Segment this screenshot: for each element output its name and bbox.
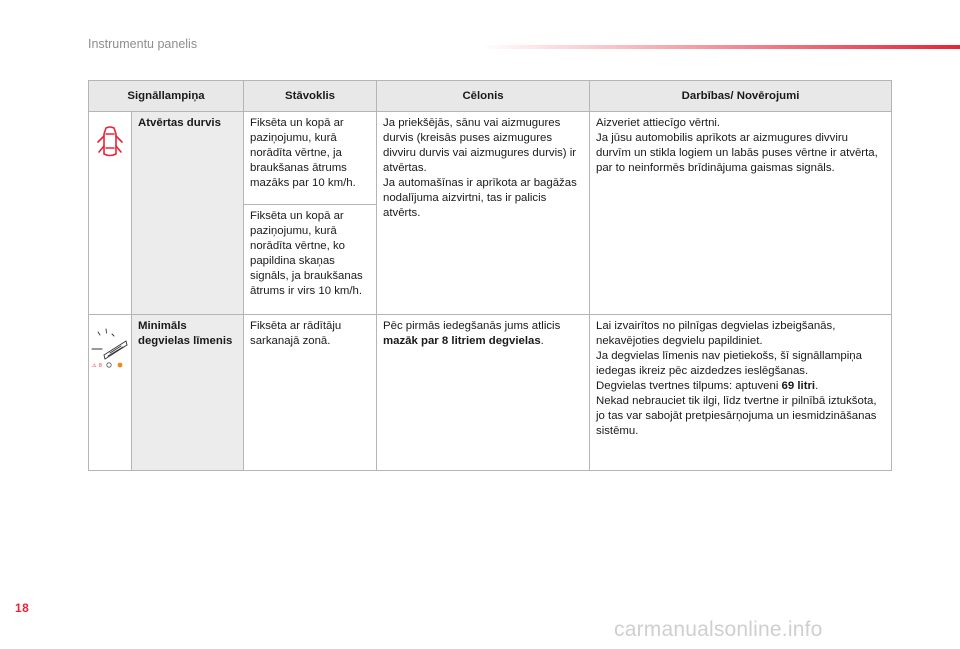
icon-cell xyxy=(89,112,132,315)
cause-text-plain: Pēc pirmās iedegšanās jums atlicis xyxy=(383,320,561,332)
table-row xyxy=(89,315,892,471)
header-rule xyxy=(480,45,960,49)
state-cell xyxy=(244,205,377,315)
state-cell xyxy=(244,112,377,205)
action-text-plain-2: . Nekad nebrauciet tik ilgi, līdz tvertne ir pilnībā iztukšota, jo tas var sabojāt pretpiesārņojuma un iesmidzināšanas sistēmu. xyxy=(596,380,877,437)
cause-text xyxy=(377,315,589,355)
action-text: Aizveriet attiecīgo vērtni. Ja jūsu automobilis aprīkots ar aizmugures divviru durvīm un stikla logiem un labās puses vērtne ir atvērta, par to neinformēs brīdinājuma gaismas signāls. xyxy=(596,117,878,174)
cause-cell xyxy=(377,315,590,471)
column-header-state: Stāvoklis xyxy=(244,81,377,112)
signal-name: Atvērtas durvis xyxy=(138,117,221,129)
state-text: Fiksēta un kopā ar paziņojumu, kurā norādīta vērtne, ko papildina skaņas signāls, ja braukšanas ātrums ir virs 10 km/h. xyxy=(250,210,363,297)
action-text-plain-1: Lai izvairītos no pilnīgas degvielas izbeigšanās, nekavējoties degvielu papildiniet. Ja degvielas līmenis nav pietiekošs, šī signāllampiņa iedegas ikreiz pēc aizdedzes ieslēgšanas. Degvielas tvertnes tilpums: aptuveni xyxy=(596,320,862,392)
action-text-bold: 69 litri xyxy=(781,380,816,392)
signal-name-cell xyxy=(132,315,244,471)
column-header-cause: Cēlonis xyxy=(377,81,590,112)
cause-text-bold: mazāk par 8 litriem degvielas xyxy=(383,335,541,347)
door-open-warning-icon xyxy=(95,124,125,162)
svg-text:8: 8 xyxy=(99,363,102,369)
action-text xyxy=(590,315,891,445)
action-cell xyxy=(590,112,892,315)
page-number: 18 xyxy=(15,601,30,615)
fuel-gauge-icon xyxy=(90,327,130,373)
cause-cell xyxy=(377,112,590,315)
icon-cell xyxy=(89,315,132,471)
warning-lights-table xyxy=(88,80,892,471)
table-header-row xyxy=(89,81,892,112)
cause-text: Ja priekšējās, sānu vai aizmugures durvis (kreisās puses aizmugures divviru durvis vai aizmugures durvis) ir atvērtas. Ja automašīnas ir aprīkota ar bagāžas nodalījuma aizvirtni, tas ir palicis atvērts. xyxy=(383,117,577,219)
signal-name-cell xyxy=(132,112,244,315)
section-title: Instrumentu panelis xyxy=(88,37,198,51)
action-cell xyxy=(590,315,892,471)
state-cell xyxy=(244,315,377,471)
svg-text:⚠: ⚠ xyxy=(92,363,97,369)
cause-text-end: . xyxy=(540,335,544,347)
state-text: Fiksēta ar rādītāju sarkanajā zonā. xyxy=(250,320,342,347)
column-header-actions: Darbības/ Novērojumi xyxy=(590,81,892,112)
signal-name: Minimāls degvielas līmenis xyxy=(138,320,233,347)
watermark: carmanualsonline.info xyxy=(614,618,823,641)
column-header-signal: Signāllampiņa xyxy=(89,81,244,112)
table-row xyxy=(89,112,892,205)
state-text: Fiksēta un kopā ar paziņojumu, kurā norādīta vērtne, ja braukšanas ātrums mazāks par 10 km/h. xyxy=(250,117,356,189)
